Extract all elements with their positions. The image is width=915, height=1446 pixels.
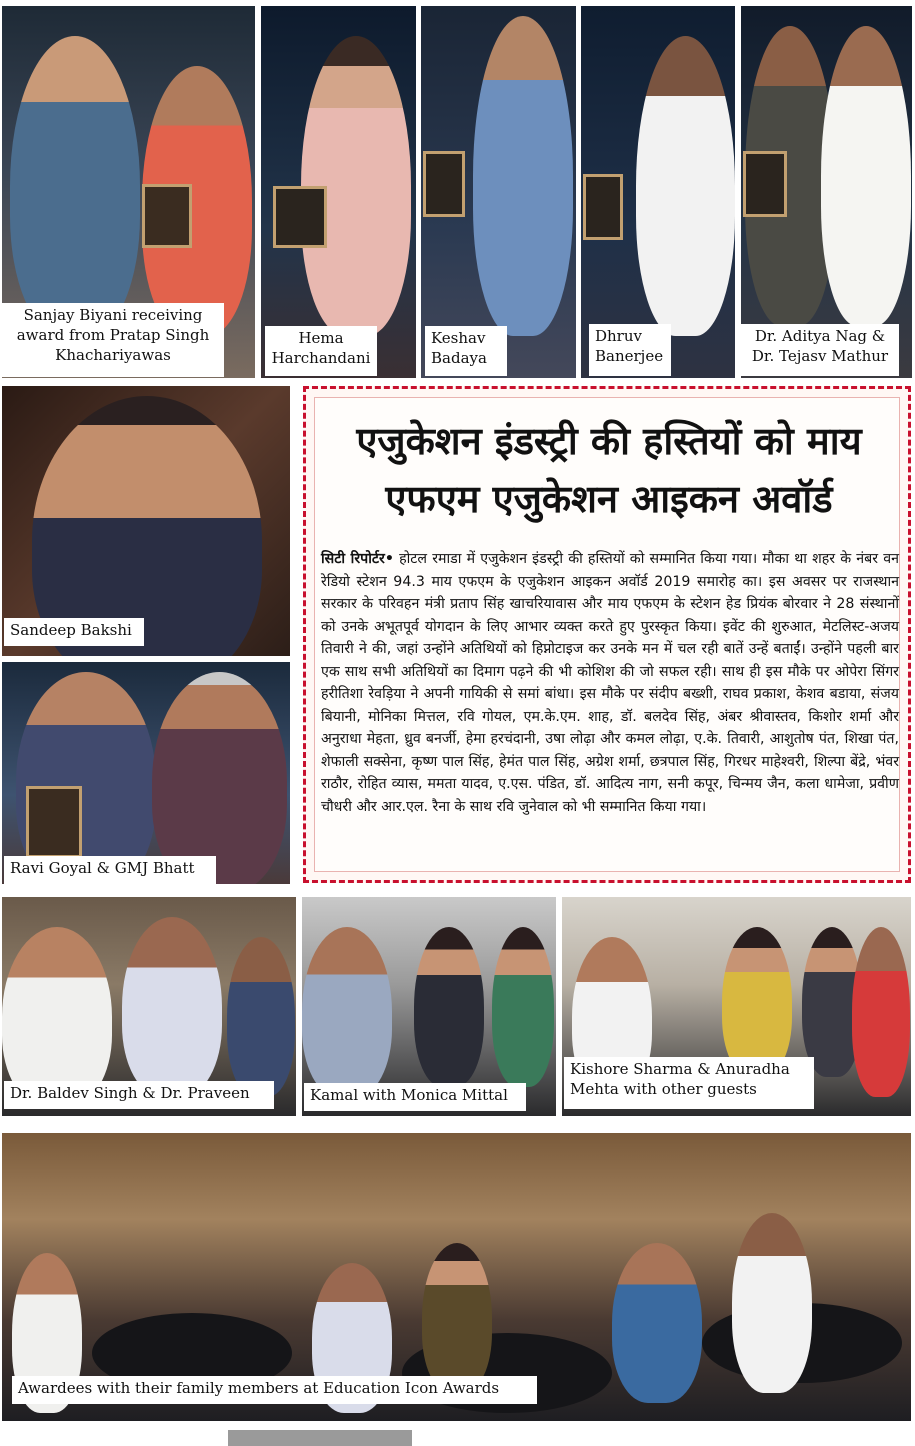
photo-caption: Kishore Sharma & Anuradha Mehta with other guests: [564, 1057, 814, 1109]
article-body-text: होटल रमाडा में एजुकेशन इंडस्ट्री की हस्तियों को सम्मानित किया गया। मौका था शहर के नंबर वन रेडियो स्टेशन 94.3 माय एफएम के एजुकेशन आइकन अवॉर्ड 2019 समारोह का। इस अवसर पर राजस्थान सरकार के परिवहन मंत्री प्रताप सिंह खाचरियावास और माय एफएम के स्टेशन हेड प्रियंक बोरवार ने 28 संस्थानों को उनके अभूतपूर्व योगदान के लिए आभार व्यक्त करते हुए पुरस्कृत किया। इवेंट की शुरुआत, मेटलिस्ट-अजय तिवारी ने की, जहां उन्होंने अतिथियों को हिप्नोटाइज कर उनके मन में चल रही बातें उन्हें बताईं। उन्होंने पहली बार एक साथ सभी अतिथियों का दिमाग पढ़ने की भी कोशिश की जो सफल रही। साथ ही इस मौके पर ओपेरा सिंगर हरीतिशा रेवड़िया ने अपनी गायिकी से समां बांधा। इस मौके पर संदीप बख्शी, राघव प्रकाश, केशव बडाया, संजय बियानी, मोनिका मित्तल, रवि गोयल, एम.के.एम. शाह, डॉ. बलदेव सिंह, अंबर श्रीवास्तव, किशोर शर्मा और अनुराधा मेहता, ध्रुव बनर्जी, हेमा हरचंदानी, उषा लोढ़ा और कमल लोढ़ा, ए.के. तिवारी, आशुतोष पंत, शिखा पंत, शेफाली सक्सेना, कृष्ण पाल सिंह, हेमंत पाल सिंह, अग्रेश शर्मा, छत्रपाल सिंह, गिरधर माहेश्वरी, शिल्पा बेंद्रे, भंवर राठौर, रोहित व्यास, ममता यादव, ए.एस. पंडित, डॉ. आदित्य नाग, सनी कपूर, चिन्मय जैन, कला धामेजा, प्रवीण चौधरी और आर.एल. रैना के साथ रवि जुनेवाल को भी सम्मानित किया गया।: [321, 551, 899, 815]
photo-kamal-monica-mittal: [302, 897, 556, 1116]
photo-hema-harchandani: [261, 6, 416, 378]
article-body: [321, 548, 899, 818]
article-inner: [314, 397, 900, 872]
person-figure: [414, 927, 484, 1087]
person-figure: [732, 1213, 812, 1393]
person-figure: [152, 672, 287, 884]
person-figure: [852, 927, 910, 1097]
photo-ravi-goyal-gmj-bhatt: [2, 662, 290, 884]
person-figure: [302, 927, 392, 1097]
person-figure: [473, 16, 573, 336]
photo-keshav-badaya: [421, 6, 576, 378]
trophy-icon: [273, 186, 327, 248]
photo-caption: Awardees with their family members at Education Icon Awards: [12, 1376, 537, 1404]
trophy-icon: [583, 174, 623, 240]
person-figure: [612, 1243, 702, 1403]
photo-caption: Dr. Baldev Singh & Dr. Praveen: [4, 1081, 274, 1109]
person-figure: [10, 36, 140, 336]
person-figure: [492, 927, 554, 1087]
person-figure: [821, 26, 911, 326]
trophy-icon: [423, 151, 465, 217]
photo-caption: Ravi Goyal & GMJ Bhatt: [4, 856, 216, 884]
trophy-icon: [142, 184, 192, 248]
next-page-strip: [228, 1430, 412, 1446]
article-byline: सिटी रिपोर्टर•: [321, 551, 394, 567]
photo-baldev-singh-praveen: [2, 897, 296, 1116]
photo-caption: Dhruv Banerjee: [589, 324, 671, 376]
person-figure: [227, 937, 295, 1097]
trophy-icon: [26, 786, 82, 858]
photo-caption: Sandeep Bakshi: [4, 618, 144, 646]
article-headline: एजुकेशन इंडस्ट्री की हस्तियों को माय एफएम एजुकेशन आइकन अवॉर्ड: [356, 419, 862, 521]
person-figure: [2, 927, 112, 1107]
person-figure: [422, 1243, 492, 1393]
photo-kishore-sharma-anuradha-mehta: [562, 897, 911, 1116]
photo-sanjay-biyani: [2, 6, 255, 378]
photo-caption: Dr. Aditya Nag & Dr. Tejasv Mathur: [741, 324, 899, 376]
person-figure: [636, 36, 735, 336]
photo-caption: Kamal with Monica Mittal: [304, 1083, 526, 1111]
photo-caption: Hema Harchandani: [265, 326, 377, 376]
person-figure: [122, 917, 222, 1097]
photo-awardees-families: [2, 1133, 911, 1421]
photo-aditya-nag-tejasv-mathur: [741, 6, 912, 378]
photo-caption: Keshav Badaya: [425, 326, 507, 376]
photo-dhruv-banerjee: [581, 6, 735, 378]
trophy-icon: [743, 151, 787, 217]
photo-sandeep-bakshi: [2, 386, 290, 656]
person-figure: [722, 927, 792, 1077]
photo-caption: Sanjay Biyani receiving award from Pratap Singh Khachariyawas: [2, 303, 224, 377]
article-box: [303, 386, 911, 883]
